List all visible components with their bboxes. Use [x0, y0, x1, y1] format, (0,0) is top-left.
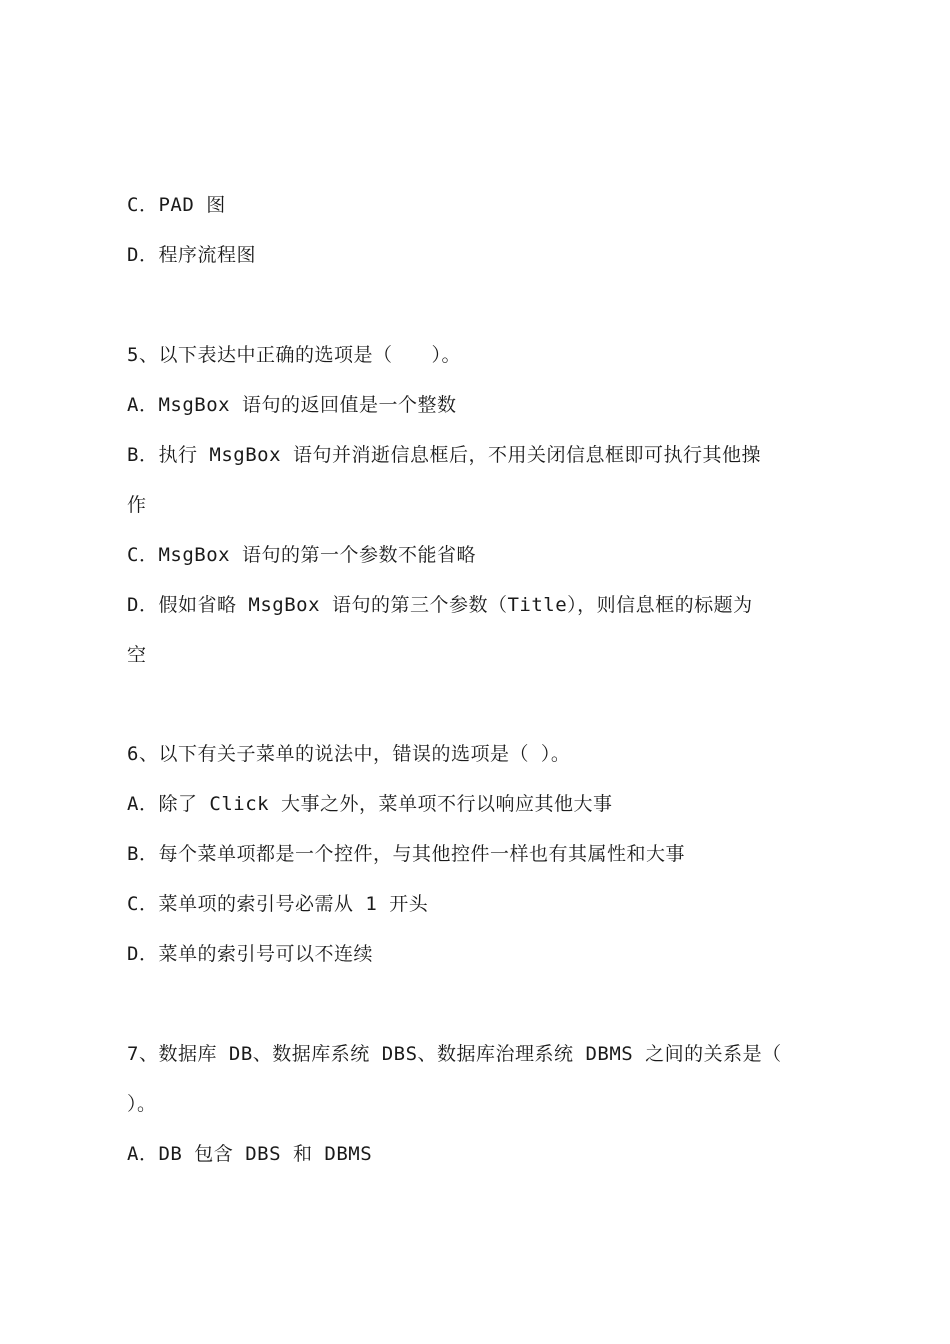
- question-5: 5、以下表达中正确的选项是（ ）。: [127, 344, 461, 366]
- option-d-q5-continued: 空: [127, 644, 147, 666]
- option-d-q6: D．菜单的索引号可以不连续: [127, 943, 373, 965]
- option-c-q6: C．菜单项的索引号必需从 1 开头: [127, 893, 429, 915]
- option-d-q4: D．程序流程图: [127, 244, 256, 266]
- option-a-q6: A．除了 Click 大事之外，菜单项不行以响应其他大事: [127, 793, 613, 815]
- option-c-q4: C．PAD 图: [127, 194, 226, 216]
- option-d-q5: D．假如省略 MsgBox 语句的第三个参数（Title），则信息框的标题为: [127, 594, 753, 616]
- question-6: 6、以下有关子菜单的说法中，错误的选项是（ ）。: [127, 743, 571, 765]
- option-b-q6: B．每个菜单项都是一个控件，与其他控件一样也有其属性和大事: [127, 843, 685, 865]
- question-7: 7、数据库 DB、数据库系统 DBS、数据库治理系统 DBMS 之间的关系是（: [127, 1043, 782, 1065]
- question-7-continued: ）。: [127, 1093, 157, 1115]
- option-c-q5: C．MsgBox 语句的第一个参数不能省略: [127, 544, 477, 566]
- option-a-q7: A．DB 包含 DBS 和 DBMS: [127, 1143, 373, 1165]
- option-a-q5: A．MsgBox 语句的返回值是一个整数: [127, 394, 457, 416]
- option-b-q5: B．执行 MsgBox 语句并消逝信息框后，不用关闭信息框即可执行其他操: [127, 444, 761, 466]
- option-b-q5-continued: 作: [127, 494, 147, 516]
